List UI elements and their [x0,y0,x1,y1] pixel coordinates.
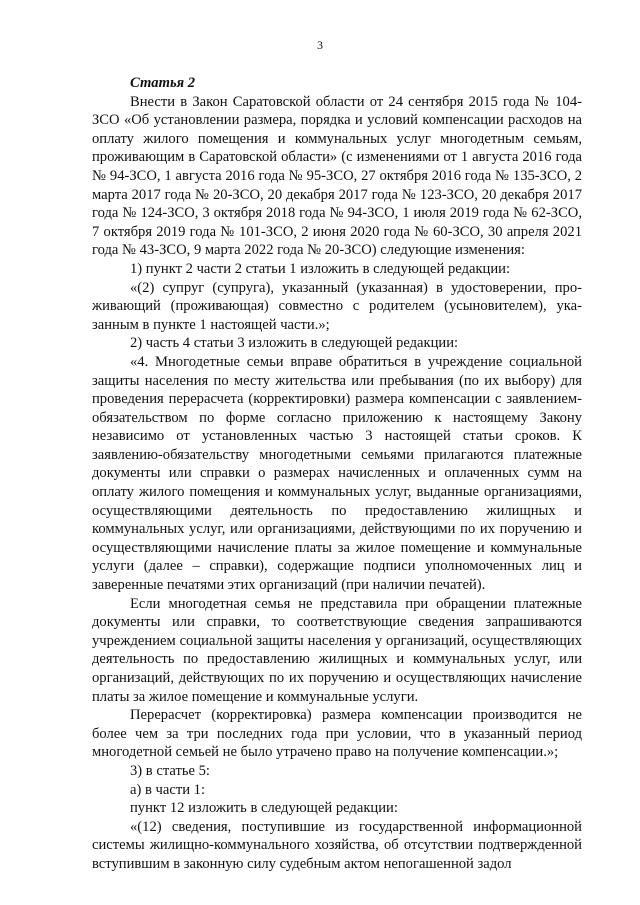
paragraph-item-1-text: «(2) супруг (супруга), указанный (указанная) в удостоверении, проживающий (проживающая) совместно с родителем (усыновителем), указанным в пункте 1 настоящей части.»; [92,279,582,333]
paragraph-point-12-text: «(12) сведения, поступившие из государственной информационной системы жилищно-коммунального хозяйства, об отсутствии подтвержденной вступившим в законную силу судебным актом непогашенной задол [92,818,582,872]
page-number: 3 [317,38,323,52]
paragraph-amendment-intro: Внести в Закон Саратовской области от 24 сентября 2015 года № 104-ЗСО «Об установлении размера, порядка и условий компенсации расходов на оплату жилого помещения и коммунальных услуг многодетным семьям, проживающим в Саратовской области» (с изменениями от 1 августа 2016 года № 94-ЗСО, 1 августа 2016 года № 95-ЗСО, 27 октября 2016 года № 135-ЗСО, 2 марта 2017 года № 20-ЗСО, 20 декабря 2017 года № 123-ЗСО, 20 декабря 2017 года № 124-ЗСО, 3 октября 2018 года № 94-ЗСО, 1 июля 2019 года № 62-ЗСО, 7 октября 2019 года № 101-ЗСО, 2 июня 2020 года № 60-ЗСО, 30 апреля 2021 года № 43-ЗСО, 9 марта 2022 года № 20-ЗСО) следующие изменения: [92,93,582,259]
paragraph-item-1: 1) пункт 2 части 2 статьи 1 изложить в следующей редакции: [130,260,511,277]
paragraph-item-2: 2) часть 4 статьи 3 изложить в следующей редакции: [130,335,459,352]
paragraph-item-3a: а) в части 1: [130,781,206,798]
paragraph-item-3: 3) в статье 5: [130,762,210,779]
article-title: Статья 2 [130,75,196,91]
document-body [92,74,582,874]
paragraph-item-2-text-recalc: Перерасчет (корректировка) размера компенсации производится не более чем за три последних года при условии, что в указанный период многодетной семьей не было утрачено право на получение компенсации.»; [92,707,582,761]
paragraph-item-2-text-cont: Если многодетная семья не представила при обращении платежные документы или справки, то соответствующие сведения запрашиваются учреждением социальной защиты населения у организаций, осуществляющих деятельность по предоставлению жилищных и коммунальных услуг, или организаций, действующих по их поручению и осуществляющих начисление платы за жилое помещение и коммунальные услуги. [92,595,582,705]
paragraph-point-12: пункт 12 изложить в следующей редакции: [130,800,398,817]
paragraph-item-2-text: «4. Многодетные семьи вправе обратиться в учреждение социальной защиты населения по месту жительства или пребывания (по их выбору) для проведения перерасчета (корректировки) размера компенсации с заявлением-обязательством по форме согласно приложению к настоящему Закону независимо от установленных частью 3 настоящей статьи сроков. К заявлению-обязательству многодетными семьями прилагаются платежные документы или справки о размерах начисленных и оплаченных сумм на оплату жилого помещения и коммунальных услуг, выданные организациями, осуществляющими деятельность по предоставлению жилищных и коммунальных услуг, или организациями, действующими по их поручению и осуществляющими начисление платы за жилое помещение и коммунальные услуги (далее – справки), содержащие подписи уполномоченных лиц и заверенные печатями этих организаций (при наличии печатей). [92,353,582,594]
